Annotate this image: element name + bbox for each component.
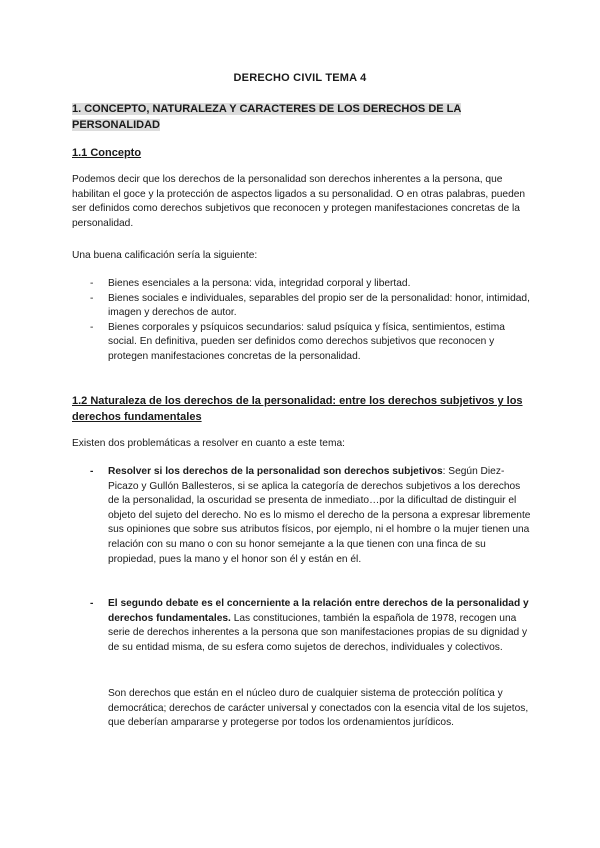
calificacion-list xyxy=(72,277,532,365)
section-heading xyxy=(72,101,512,133)
section-heading-text: 1. CONCEPTO, NATURALEZA Y CARACTERES DE LOS DERECHOS DE LA PERSONALIDAD xyxy=(72,103,462,131)
list-item-text: : Según Diez-Picazo y Gullón Ballesteros, si se aplica la categoría de derechos subjetivos a los derechos de la personalidad, la oscuridad se presenta de inmediato…por la dificultad de distinguir el objeto del sujeto del derecho. No es lo mismo el derecho de la persona a expresar libremente sus opiniones que sobre sus atributos físicos, por ejemplo, ni el hombre o la mujer tienen una relación con su mano o con su honor semejante a la que tienen con una finca de su propiedad, pues la mano y el honor son él y están en él. xyxy=(108,466,531,565)
paragraph-concepto: Podemos decir que los derechos de la personalidad son derechos inherentes a la persona, que habilitan el goce y la protección de aspectos ligados a su personalidad. O en otras palabras, pueden ser definidos como derechos subjetivos que reconocen y protegen manifestaciones concretas de la personalidad. xyxy=(72,174,526,229)
list-item xyxy=(72,597,532,655)
paragraph-nucleo: Son derechos que están en el núcleo duro de cualquier sistema de protección política y democrática; derechos de carácter universal y conectados con la esencia vital de los sujetos, que deberían ampararse y protegerse por todos los ordenamientos jurídicos. xyxy=(108,688,529,729)
problematicas-list xyxy=(72,465,532,567)
list-item: - Bienes sociales e individuales, separables del propio ser de la personalidad: honor, intimidad, imagen y derechos de autor. xyxy=(72,292,532,321)
paragraph-calificacion: Una buena calificación sería la siguiente: xyxy=(72,250,258,261)
list-item-lead: El segundo debate es el concerniente a la relación entre derechos de la personalidad y derechos fundamentales. xyxy=(108,598,529,624)
list-item-lead: Resolver si los derechos de la personalidad son derechos subjetivos xyxy=(108,466,443,477)
list-item xyxy=(72,465,532,567)
subsection-heading-concepto: 1.1 Concepto xyxy=(72,147,142,159)
list-item: - Bienes corporales y psíquicos secundarios: salud psíquica y física, sentimientos, estima social. En definitiva, pueden ser definidos como derechos subjetivos que reconocen y protegen manifestaciones concretas de la personalidad. xyxy=(72,321,532,365)
document-title: DERECHO CIVIL TEMA 4 xyxy=(233,72,367,84)
list-item-text: Las constituciones, también la española de 1978, recogen una serie de derechos inherentes a la persona que son manifestaciones propias de su dignidad y de su entidad misma, de su esfera como sujetos de derechos, individuales y colectivos. xyxy=(108,612,528,653)
subsection-heading-naturaleza: 1.2 Naturaleza de los derechos de la personalidad: entre los derechos subjetivos y los derechos fundamentales xyxy=(72,395,523,423)
paragraph-problematicas: Existen dos problemáticas a resolver en cuanto a este tema: xyxy=(72,438,345,449)
list-item: - Bienes esenciales a la persona: vida, integridad corporal y libertad. xyxy=(72,277,532,292)
problematicas-list-2 xyxy=(72,597,532,655)
